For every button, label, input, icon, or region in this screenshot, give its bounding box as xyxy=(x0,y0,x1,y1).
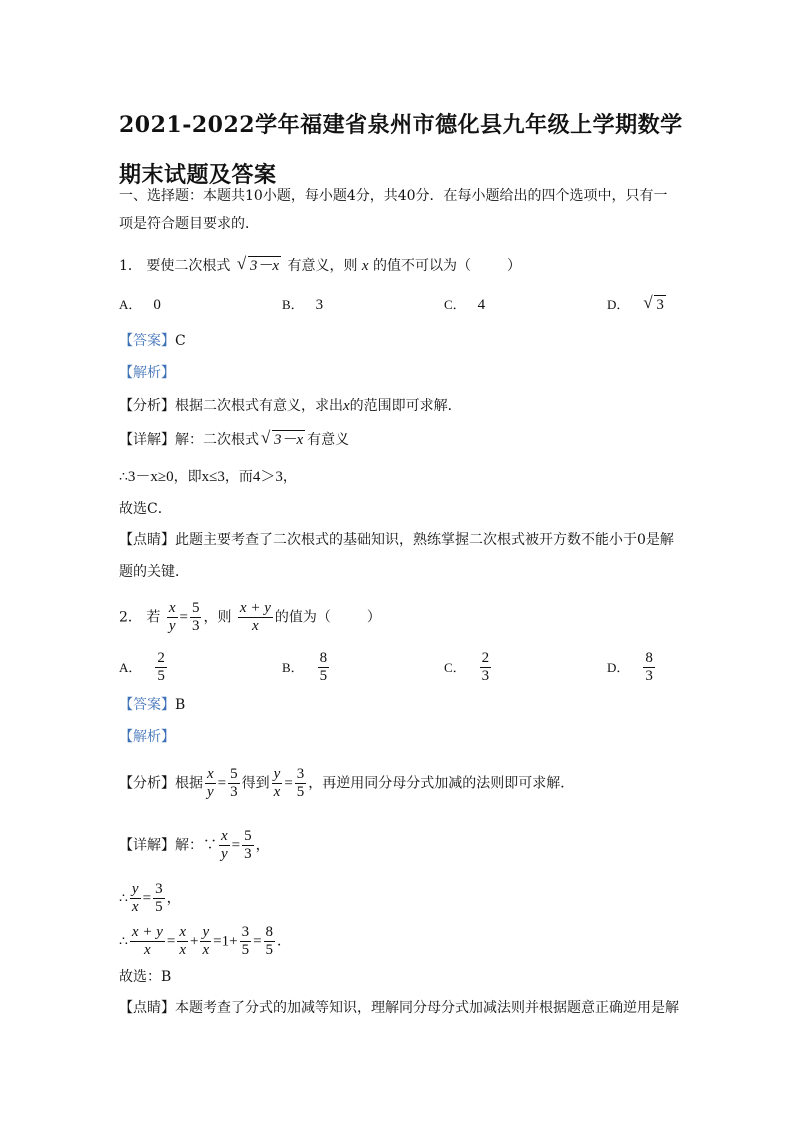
q2-conclusion: 故选：B xyxy=(119,969,172,985)
q2-step1-end: ， xyxy=(166,890,181,907)
therefore-symbol: ∴ xyxy=(119,890,128,907)
q2-option-a-num: 2 xyxy=(157,650,165,666)
q1-option-b-value: 3 xyxy=(315,297,324,313)
question-2: 2． 若 $\frac{x}{y}$ = $\frac{5}{3}$ ，则 $\frac{x + y}{x}$ 的值为（ ） xyxy=(119,600,381,634)
q2-fenxi-text-b: 得到 xyxy=(241,775,270,792)
q1-xiangjie-text-a: 解：二次根式 xyxy=(175,432,259,448)
q1-xiangjie-radicand: 3－x xyxy=(274,432,304,448)
q1-option-b-label: B． xyxy=(282,297,304,312)
q1-xiangjie-label: 【详解】 xyxy=(119,432,175,448)
q2-option-d-den: 3 xyxy=(645,668,653,684)
q1-close: ） xyxy=(507,258,522,274)
q1-option-c-label: C． xyxy=(444,297,466,312)
q1-answer-label: 【答案】 xyxy=(119,333,175,349)
q2-xiangjie-text-a: 解：∵ xyxy=(175,837,217,854)
q2-frac-x-over-y: $\frac{x}{y}$ xyxy=(168,600,176,634)
document-title: 2021-2022学年福建省泉州市德化县九年级上学期数学期末试题及答案 xyxy=(119,112,683,188)
q1-option-c-value: 4 xyxy=(477,297,486,313)
q1-stem-pre: 要使二次根式 xyxy=(146,258,231,274)
q2-option-c-num: 2 xyxy=(481,650,490,666)
q2-answer-label: 【答案】 xyxy=(119,697,175,713)
q1-step-1 xyxy=(119,467,297,487)
q2-stem-mid: ，则 xyxy=(203,609,232,626)
q1-stem-mid: 有意义，则 xyxy=(287,258,358,274)
q1-fenxi-var: x xyxy=(343,398,350,414)
q2-frac-5-over-3: $\frac{5}{3}$ xyxy=(191,600,200,634)
q1-xiangjie xyxy=(119,430,349,450)
therefore-symbol: ∴ xyxy=(119,469,128,485)
q1-answer-value: C xyxy=(175,333,186,349)
q2-dianjing-text-1: 本题考查了分式的加减等知识，理解同分母分式加减法则并根据题意正确逆用是解 xyxy=(175,1000,679,1016)
q1-answer xyxy=(119,331,186,351)
q1-stem-post: 的值不可以为（ xyxy=(373,258,472,274)
q2-option-b xyxy=(282,650,331,685)
q1-option-a-value: 0 xyxy=(153,297,161,313)
q1-dianjing-label: 【点睛】 xyxy=(119,532,175,548)
q2-option-a-den: 5 xyxy=(157,668,165,684)
q2-option-d-label: D． xyxy=(607,659,630,675)
q1-var: x xyxy=(361,258,369,274)
q1-dianjing-text-1: 此题主要考查了二次根式的基础知识，熟练掌握二次根式被开方数不能小于0是解 xyxy=(175,532,674,548)
q1-radicand: 3－x xyxy=(249,258,279,274)
q2-option-c-den: 3 xyxy=(481,668,490,684)
q2-step-1: ∴ $\frac{y}{x}$ = $\frac{3}{5}$ ， xyxy=(119,881,181,915)
q1-option-d-label: D． xyxy=(607,297,630,312)
q1-option-d xyxy=(607,295,668,315)
q2-fenxi: 【分析】根据 $\frac{x}{y}$ = $\frac{5}{3}$ 得到 $\frac{y}{x}$ = $\frac{3}{5}$ ，再逆用同分母分式加减的法则即可求解． xyxy=(119,766,575,800)
q1-fenxi-text-a: 根据二次根式有意义，求出 xyxy=(175,398,343,414)
q1-sqrt-expr: √ 3－x xyxy=(236,254,279,274)
therefore-symbol: ∴ xyxy=(119,933,128,950)
q2-stem-pre: 若 xyxy=(146,609,161,626)
q2-option-b-den: 5 xyxy=(319,668,328,684)
q2-option-c-label: C． xyxy=(444,659,466,675)
q2-fenxi-text-c: ，再逆用同分母分式加减的法则即可求解． xyxy=(308,775,575,792)
q2-dianjing-label: 【点睛】 xyxy=(119,1000,175,1016)
q2-frac-xy-over-x: $\frac{x + y}{x}$ xyxy=(239,600,271,634)
q2-close: ） xyxy=(366,609,381,626)
q2-option-b-num: 8 xyxy=(319,650,328,666)
q2-option-c xyxy=(444,650,493,685)
q1-step1-expr-a: 3－x≥0 xyxy=(127,469,174,485)
q2-step2-end: ． xyxy=(277,933,292,950)
q2-option-d-num: 8 xyxy=(645,650,653,666)
q1-option-a xyxy=(119,295,161,315)
q1-step1-expr-e: 4＞3 xyxy=(252,469,283,485)
q1-step1-expr-c: x≤3 xyxy=(201,469,225,485)
q1-step1-text-f: ， xyxy=(282,469,297,485)
q1-option-b xyxy=(282,295,323,315)
q1-dianjing-line2: 题的关键． xyxy=(119,564,189,580)
q2-xiangjie-label: 【详解】 xyxy=(119,837,175,854)
q1-option-a-label: A． xyxy=(119,297,142,312)
question-1 xyxy=(119,256,521,276)
q1-analysis-header xyxy=(119,363,175,383)
section-intro: 一、选择题：本题共10小题，每小题4分，共40分．在每小题给出的四个选项中，只有一项是符合题目要求的． xyxy=(119,188,668,232)
q2-xiangjie-text-b: ， xyxy=(255,837,270,854)
q2-xiangjie: 【详解】解：∵ $\frac{x}{y}$ = $\frac{5}{3}$ ， xyxy=(119,828,270,862)
q1-dianjing-line1 xyxy=(119,530,674,550)
q2-analysis-label: 【解析】 xyxy=(119,729,175,745)
q2-dianjing-line1 xyxy=(119,998,679,1018)
q1-fenxi-label: 【分析】 xyxy=(119,398,175,414)
q1-step1-text-b: ，即 xyxy=(173,469,202,485)
q1-option-d-sqrt: √ 3 xyxy=(643,293,664,313)
q1-option-d-value: 3 xyxy=(656,297,664,313)
q1-fenxi-text-b: 的范围即可求解． xyxy=(349,398,462,414)
q1-fenxi xyxy=(119,396,462,416)
q2-fenxi-label: 【分析】 xyxy=(119,775,175,792)
q1-conclusion: 故选C． xyxy=(119,501,172,517)
q1-xiangjie-sqrt: √ 3－x xyxy=(261,428,304,448)
q2-number: 2． xyxy=(119,609,142,626)
q1-analysis-label: 【解析】 xyxy=(119,365,175,381)
q2-option-a xyxy=(119,650,169,685)
q2-option-b-label: B． xyxy=(282,659,304,675)
q2-option-d xyxy=(607,650,657,685)
q1-option-c xyxy=(444,295,485,315)
q1-number: 1． xyxy=(119,258,142,274)
q2-option-a-label: A． xyxy=(119,659,142,675)
q2-step-2: ∴ $\frac{x + y}{x}$ = $\frac{x}{x}$ + $\frac{y}{x}$ =1+ $\frac{3}{5}$ = $\frac{8}{5}$ ． xyxy=(119,924,292,958)
q2-answer xyxy=(119,695,185,715)
q1-xiangjie-text-b: 有意义 xyxy=(307,432,350,448)
q2-stem-post: 的值为（ xyxy=(274,609,331,626)
q2-answer-value: B xyxy=(175,697,186,713)
q2-fenxi-text-a: 根据 xyxy=(175,775,203,792)
q2-analysis-header xyxy=(119,727,175,747)
q1-step1-text-d: ，而 xyxy=(224,469,253,485)
